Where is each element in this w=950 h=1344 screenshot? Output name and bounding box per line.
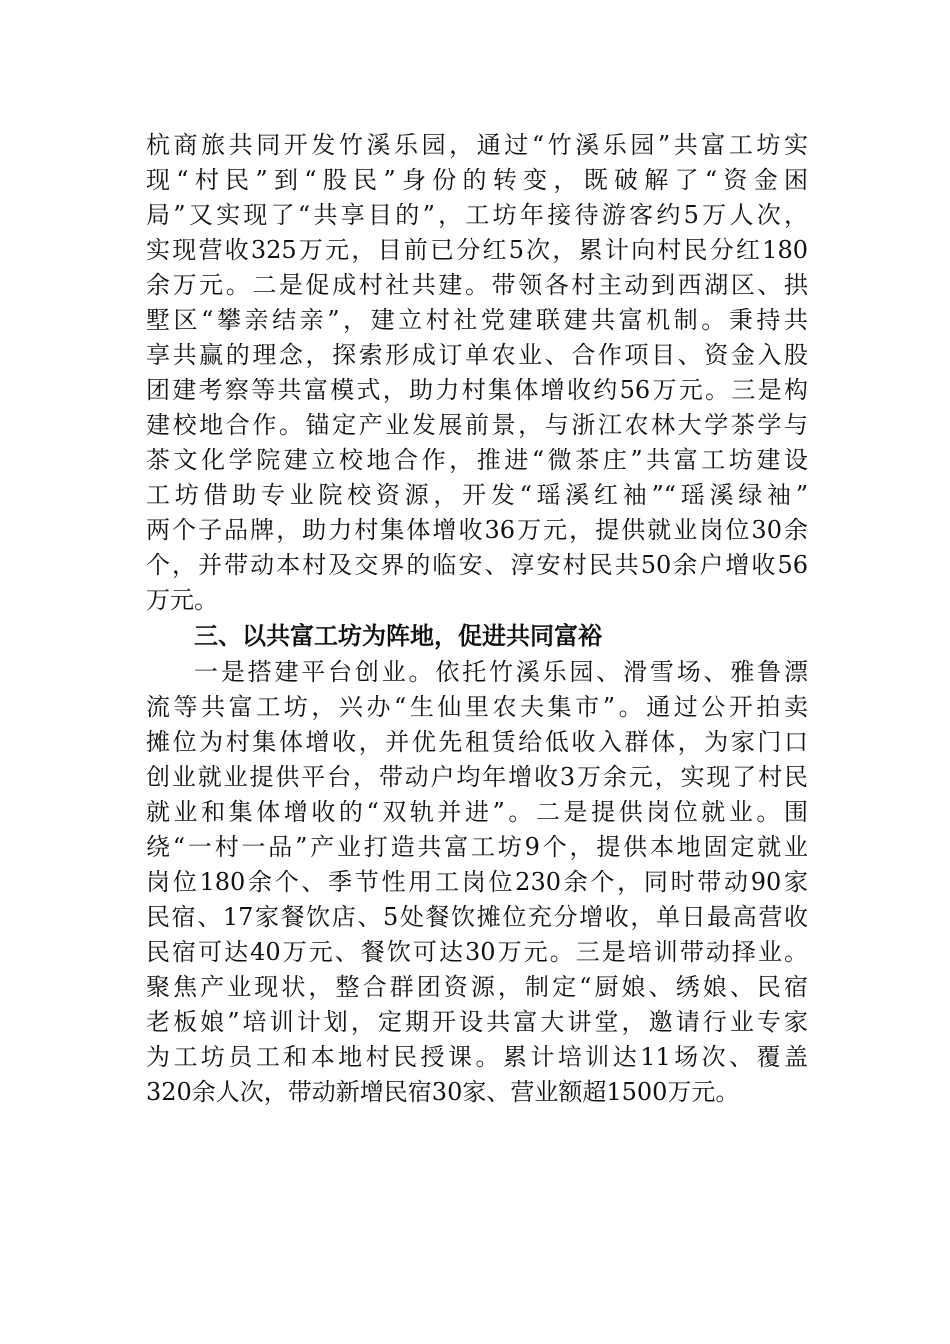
section-heading: 三、以共富工坊为阵地，促进共同富裕 bbox=[194, 622, 602, 650]
paragraph-2-line: 民宿、17家餐饮店、5处餐饮摊位充分增收，单日最高营收 bbox=[146, 903, 808, 931]
paragraph-2-line: 创业就业提供平台，带动户均年增收3万余元，实现了村民 bbox=[146, 763, 808, 791]
paragraph-2-line: 320余人次，带动新增民宿30家、营业额超1500万元。 bbox=[146, 1078, 740, 1106]
paragraph-2-line: 流等共富工坊，兴办“生仙里农夫集市”。通过公开拍卖 bbox=[146, 693, 808, 721]
paragraph-1-line: 团建考察等共富模式，助力村集体增收约56万元。三是构 bbox=[146, 376, 808, 404]
paragraph-2-line: 绕“一村一品”产业打造共富工坊9个，提供本地固定就业 bbox=[146, 833, 808, 861]
paragraph-2-line: 摊位为村集体增收，并优先租赁给低收入群体，为家门口 bbox=[146, 728, 808, 756]
paragraph-1-line: 两个子品牌，助力村集体增收36万元，提供就业岗位30余 bbox=[146, 516, 808, 544]
paragraph-1-line: 杭商旅共同开发竹溪乐园，通过“竹溪乐园”共富工坊实 bbox=[146, 131, 808, 159]
paragraph-2-line: 一是搭建平台创业。依托竹溪乐园、滑雪场、雅鲁漂 bbox=[194, 658, 808, 686]
paragraph-2-line: 民宿可达40万元、餐饮可达30万元。三是培训带动择业。 bbox=[146, 938, 808, 966]
paragraph-1-line: 个，并带动本村及交界的临安、淳安村民共50余户增收56 bbox=[146, 551, 808, 579]
paragraph-1-line: 工坊借助专业院校资源，开发“瑶溪红袖”“瑶溪绿袖” bbox=[146, 481, 808, 509]
paragraph-1-line: 茶文化学院建立校地合作，推进“微茶庄”共富工坊建设 bbox=[146, 446, 808, 474]
paragraph-1-line: 局”又实现了“共享目的”，工坊年接待游客约5万人次， bbox=[146, 201, 808, 229]
paragraph-1-line: 建校地合作。锚定产业发展前景，与浙江农林大学茶学与 bbox=[146, 411, 808, 439]
paragraph-1-line: 余万元。二是促成村社共建。带领各村主动到西湖区、拱 bbox=[146, 271, 808, 299]
paragraph-2-line: 聚焦产业现状，整合群团资源，制定“厨娘、绣娘、民宿 bbox=[146, 973, 808, 1001]
paragraph-2-line: 岗位180余个、季节性用工岗位230余个，同时带动90家 bbox=[146, 868, 808, 896]
paragraph-2-line: 为工坊员工和本地村民授课。累计培训达11场次、覆盖 bbox=[146, 1043, 808, 1071]
paragraph-1-line: 万元。 bbox=[146, 586, 218, 614]
paragraph-1-line: 实现营收325万元，目前已分红5次，累计向村民分红180 bbox=[146, 236, 808, 264]
paragraph-1-line: 现“村民”到“股民”身份的转变，既破解了“资金困 bbox=[146, 166, 808, 194]
paragraph-2-line: 就业和集体增收的“双轨并进”。二是提供岗位就业。围 bbox=[146, 798, 808, 826]
paragraph-1-line: 享共赢的理念，探索形成订单农业、合作项目、资金入股 bbox=[146, 341, 808, 369]
paragraph-1-line: 墅区“攀亲结亲”，建立村社党建联建共富机制。秉持共 bbox=[146, 306, 808, 334]
paragraph-2-line: 老板娘”培训计划，定期开设共富大讲堂，邀请行业专家 bbox=[146, 1008, 808, 1036]
